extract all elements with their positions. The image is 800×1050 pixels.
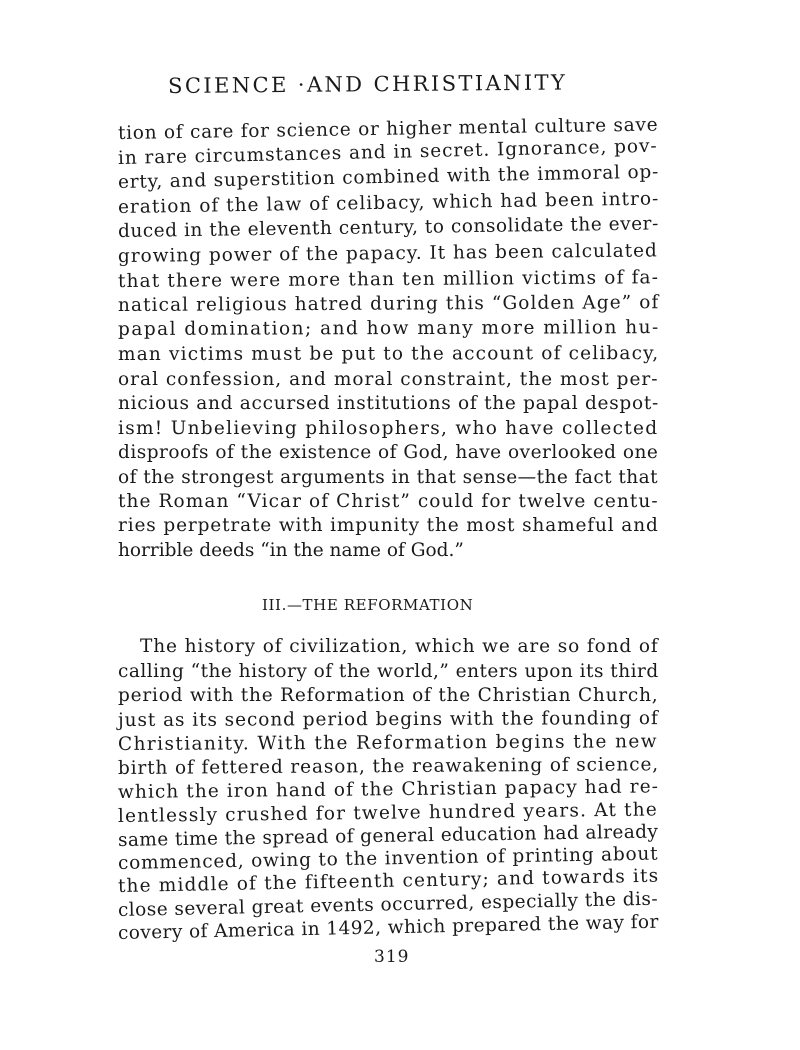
section-heading: III.—THE REFORMATION xyxy=(262,596,474,614)
text-line: close several great events occurred, especially the dis- xyxy=(117,888,659,921)
text-line: birth of fettered reason, the reawakening of science, xyxy=(117,754,660,779)
text-line: the middle of the fifteenth century; and towards its xyxy=(117,865,660,897)
text-line: Christianity. With the Reformation begins the new xyxy=(117,731,659,755)
text-line: man victims must be put to the account of celibacy, xyxy=(117,343,660,365)
text-line: calling “the history of the world,” enters upon its third xyxy=(118,661,659,682)
text-line: in rare circumstances and in secret. Ignorance, pov- xyxy=(117,135,658,169)
running-head: SCIENCE ·AND CHRISTIANITY xyxy=(168,70,568,98)
text-line: covery of America in 1492, which prepared the way for xyxy=(117,911,659,944)
text-line: period with the Reformation of the Christian Church, xyxy=(118,685,659,706)
text-line: papal domination; and how many more million hu- xyxy=(117,317,660,340)
text-line: horrible deeds “in the name of God.” xyxy=(118,540,464,561)
text-line: natical religious hatred during this “Golden Age” of xyxy=(117,292,660,316)
text-line: The history of civilization, which we are so fond of xyxy=(140,636,659,657)
text-line: that there were more than ten million victims of fa- xyxy=(117,267,660,292)
text-line: ism! Unbelieving philosophers, who have collected xyxy=(118,418,659,439)
page-number: 319 xyxy=(374,947,410,967)
text-line: lentlessly crushed for twelve hundred years. At the xyxy=(117,799,659,827)
text-line: same time the spread of general education had already xyxy=(117,821,659,851)
text-line: erty, and superstition combined with the immoral op- xyxy=(117,161,660,193)
text-line: ries perpetrate with impunity the most shameful and xyxy=(118,515,659,536)
text-line: disproofs of the existence of God, have overlooked one xyxy=(118,442,659,463)
text-line: duced in the eleventh century, to consolidate the ever- xyxy=(117,213,659,242)
text-line: nicious and accursed institutions of the papal despot- xyxy=(118,393,659,414)
text-line: the Roman “Vicar of Christ” could for twelve centu- xyxy=(118,491,659,512)
text-line: oral confession, and moral constraint, the most per- xyxy=(118,369,659,390)
text-line: just as its second period begins with the founding of xyxy=(117,708,659,731)
text-line: growing power of the papacy. It has been calculated xyxy=(117,240,658,267)
text-line: eration of the law of celibacy, which had been intro- xyxy=(117,188,660,218)
text-line: which the iron hand of the Christian papacy had re- xyxy=(117,776,660,803)
text-line: tion of care for science or higher mental culture save xyxy=(117,114,659,144)
text-line: commenced, owing to the invention of printing about xyxy=(117,843,659,874)
text-line: of the strongest arguments in that sense—the fact that xyxy=(118,467,659,488)
